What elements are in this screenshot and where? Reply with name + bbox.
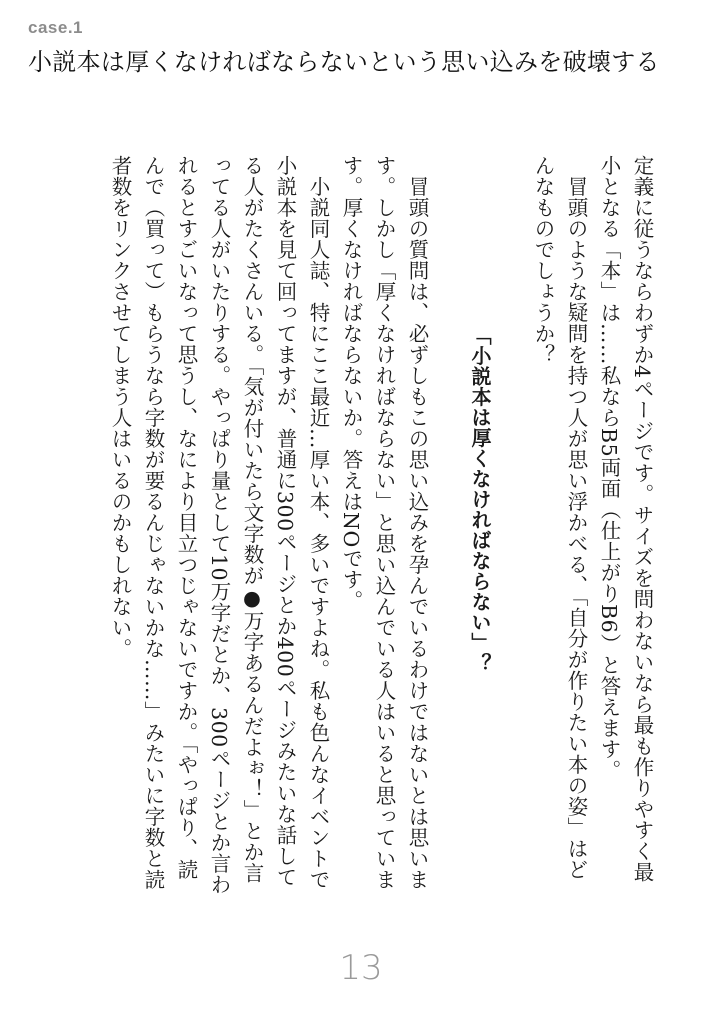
paragraph: 冒頭のような疑問を持つ人が思い浮かべる、「自分が作りたい本の姿」はどんなものでしょうか？ [531, 155, 588, 880]
case-label: case.1 [28, 18, 83, 37]
paragraph: 冒頭の質問は、必ずしもこの思い込みを孕んでいるわけではないとは思います。しかし「厚くなければならない」と思い込んでいる人はいると思っています。厚くなければならないか。答えはNOです。 [339, 155, 429, 890]
section-heading: 「小説本は厚くなければならない」？ [468, 325, 492, 674]
chapter-title: 小説本は厚くなければならないという思い込みを破壊する [28, 48, 660, 76]
paragraph: 定義に従うならわずか4ページです。サイズを問わないなら最も作りやすく最小となる「本」は……私ならB5両面（仕上がりB6）と答えます。 [597, 155, 654, 883]
paragraph: 小説同人誌、特にここ最近…厚い本、多いですよね。私も色んなイベントで小説本を見て回ってますが、普通に300ページとか400ページみたいな話してる人がたくさんいる。「気が付いたら文字数が●万字あるんだよぉ！」とか言ってる人がいたりする。やっぱり量として10万字だとか、300ページとか言われるとすごいなって思うし、なにより目立つじゃないですか。「やっぱり、読んで（買って）もらうなら字数が要るんじゃないかな……」みたいに字数と読者数をリンクさせてしまう人はいるのかもしれない。 [108, 155, 330, 895]
page-number: 13 [339, 948, 383, 988]
body-text [68, 155, 658, 895]
